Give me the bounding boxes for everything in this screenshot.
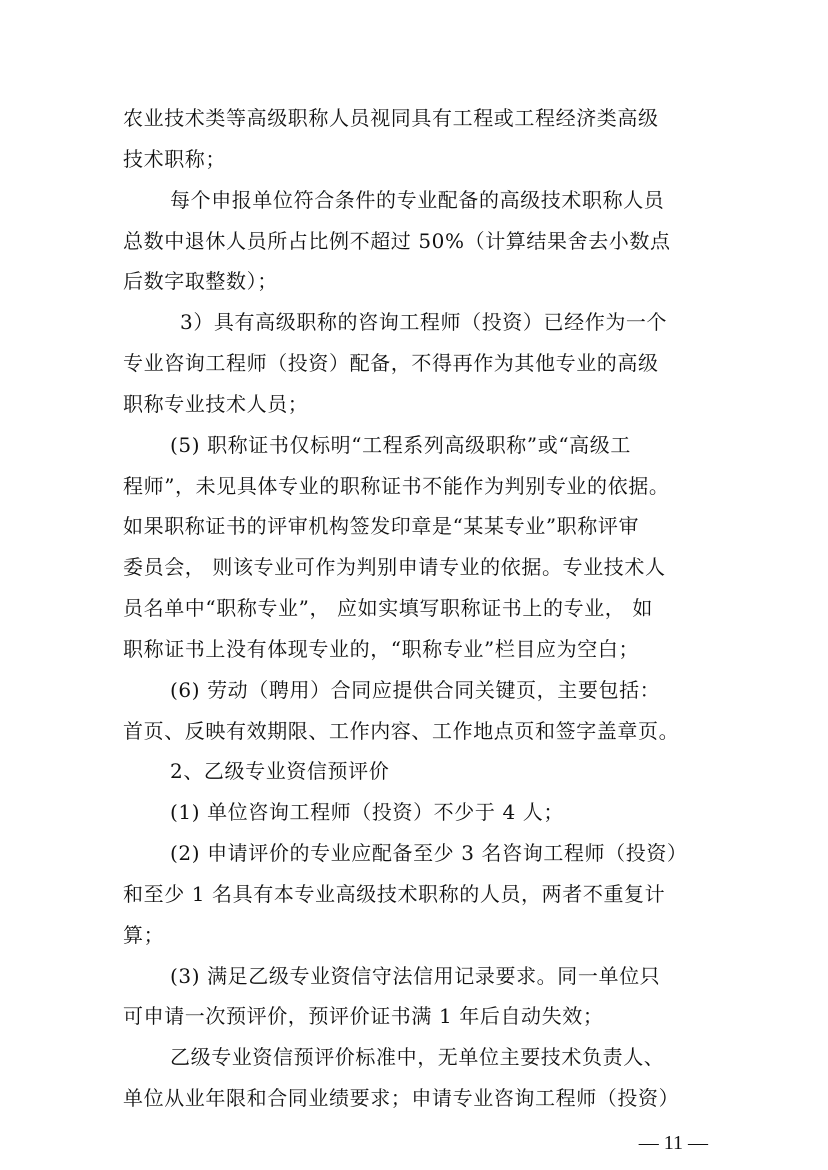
- text-line: 职称专业技术人员；: [123, 392, 309, 416]
- text-line: 员名单中“职称专业”， 应如实填写职称证书上的专业， 如: [123, 596, 653, 620]
- text-line: 乙级专业资信预评价标准中，无单位主要技术负责人、: [170, 1045, 665, 1069]
- text-line: 职称证书上没有体现专业的，“职称专业”栏目应为空白；: [123, 637, 640, 661]
- text-line: (6) 劳动（聘用）合同应提供合同关键页，主要包括：: [170, 678, 661, 702]
- page-number: — 11 —: [638, 1132, 708, 1154]
- text-line: 委员会， 则该专业可作为判别申请专业的依据。专业技术人: [123, 555, 666, 579]
- text-line: 首页、反映有效期限、工作内容、工作地点页和签字盖章页。: [123, 719, 680, 743]
- text-line: (2) 申请评价的专业应配备至少 3 名咨询工程师（投资）: [170, 841, 688, 865]
- section-heading: 2、乙级专业资信预评价: [170, 759, 390, 783]
- text-line: 如果职称证书的评审机构签发印章是“某某专业”职称评审: [123, 514, 640, 538]
- text-line: 算；: [123, 923, 165, 947]
- text-line: 专业咨询工程师（投资）配备，不得再作为其他专业的高级: [123, 351, 659, 375]
- text-line: 每个申报单位符合条件的专业配备的高级技术职称人员: [170, 188, 665, 212]
- text-line: 总数中退休人员所占比例不超过 50%（计算结果舍去小数点: [123, 229, 671, 253]
- text-line: 农业技术类等高级职称人员视同具有工程或工程经济类高级: [123, 106, 659, 130]
- text-line: 技术职称；: [123, 147, 226, 171]
- text-line: 3）具有高级职称的咨询工程师（投资）已经作为一个: [180, 310, 668, 334]
- text-line: 后数字取整数）；: [123, 269, 278, 293]
- text-line: (1) 单位咨询工程师（投资）不少于 4 人；: [170, 800, 564, 824]
- text-line: 可申请一次预评价，预评价证书满 1 年后自动失效；: [123, 1004, 604, 1028]
- text-line: 单位从业年限和合同业绩要求；申请专业咨询工程师（投资）: [123, 1086, 680, 1110]
- text-line: 程师”，未见具体专业的职称证书不能作为判别专业的依据。: [123, 474, 670, 498]
- text-line: (5) 职称证书仅标明“工程系列高级职称”或“高级工: [170, 433, 631, 457]
- text-line: (3) 满足乙级专业资信守法信用记录要求。同一单位只: [170, 964, 661, 988]
- text-line: 和至少 1 名具有本专业高级技术职称的人员，两者不重复计: [123, 882, 666, 906]
